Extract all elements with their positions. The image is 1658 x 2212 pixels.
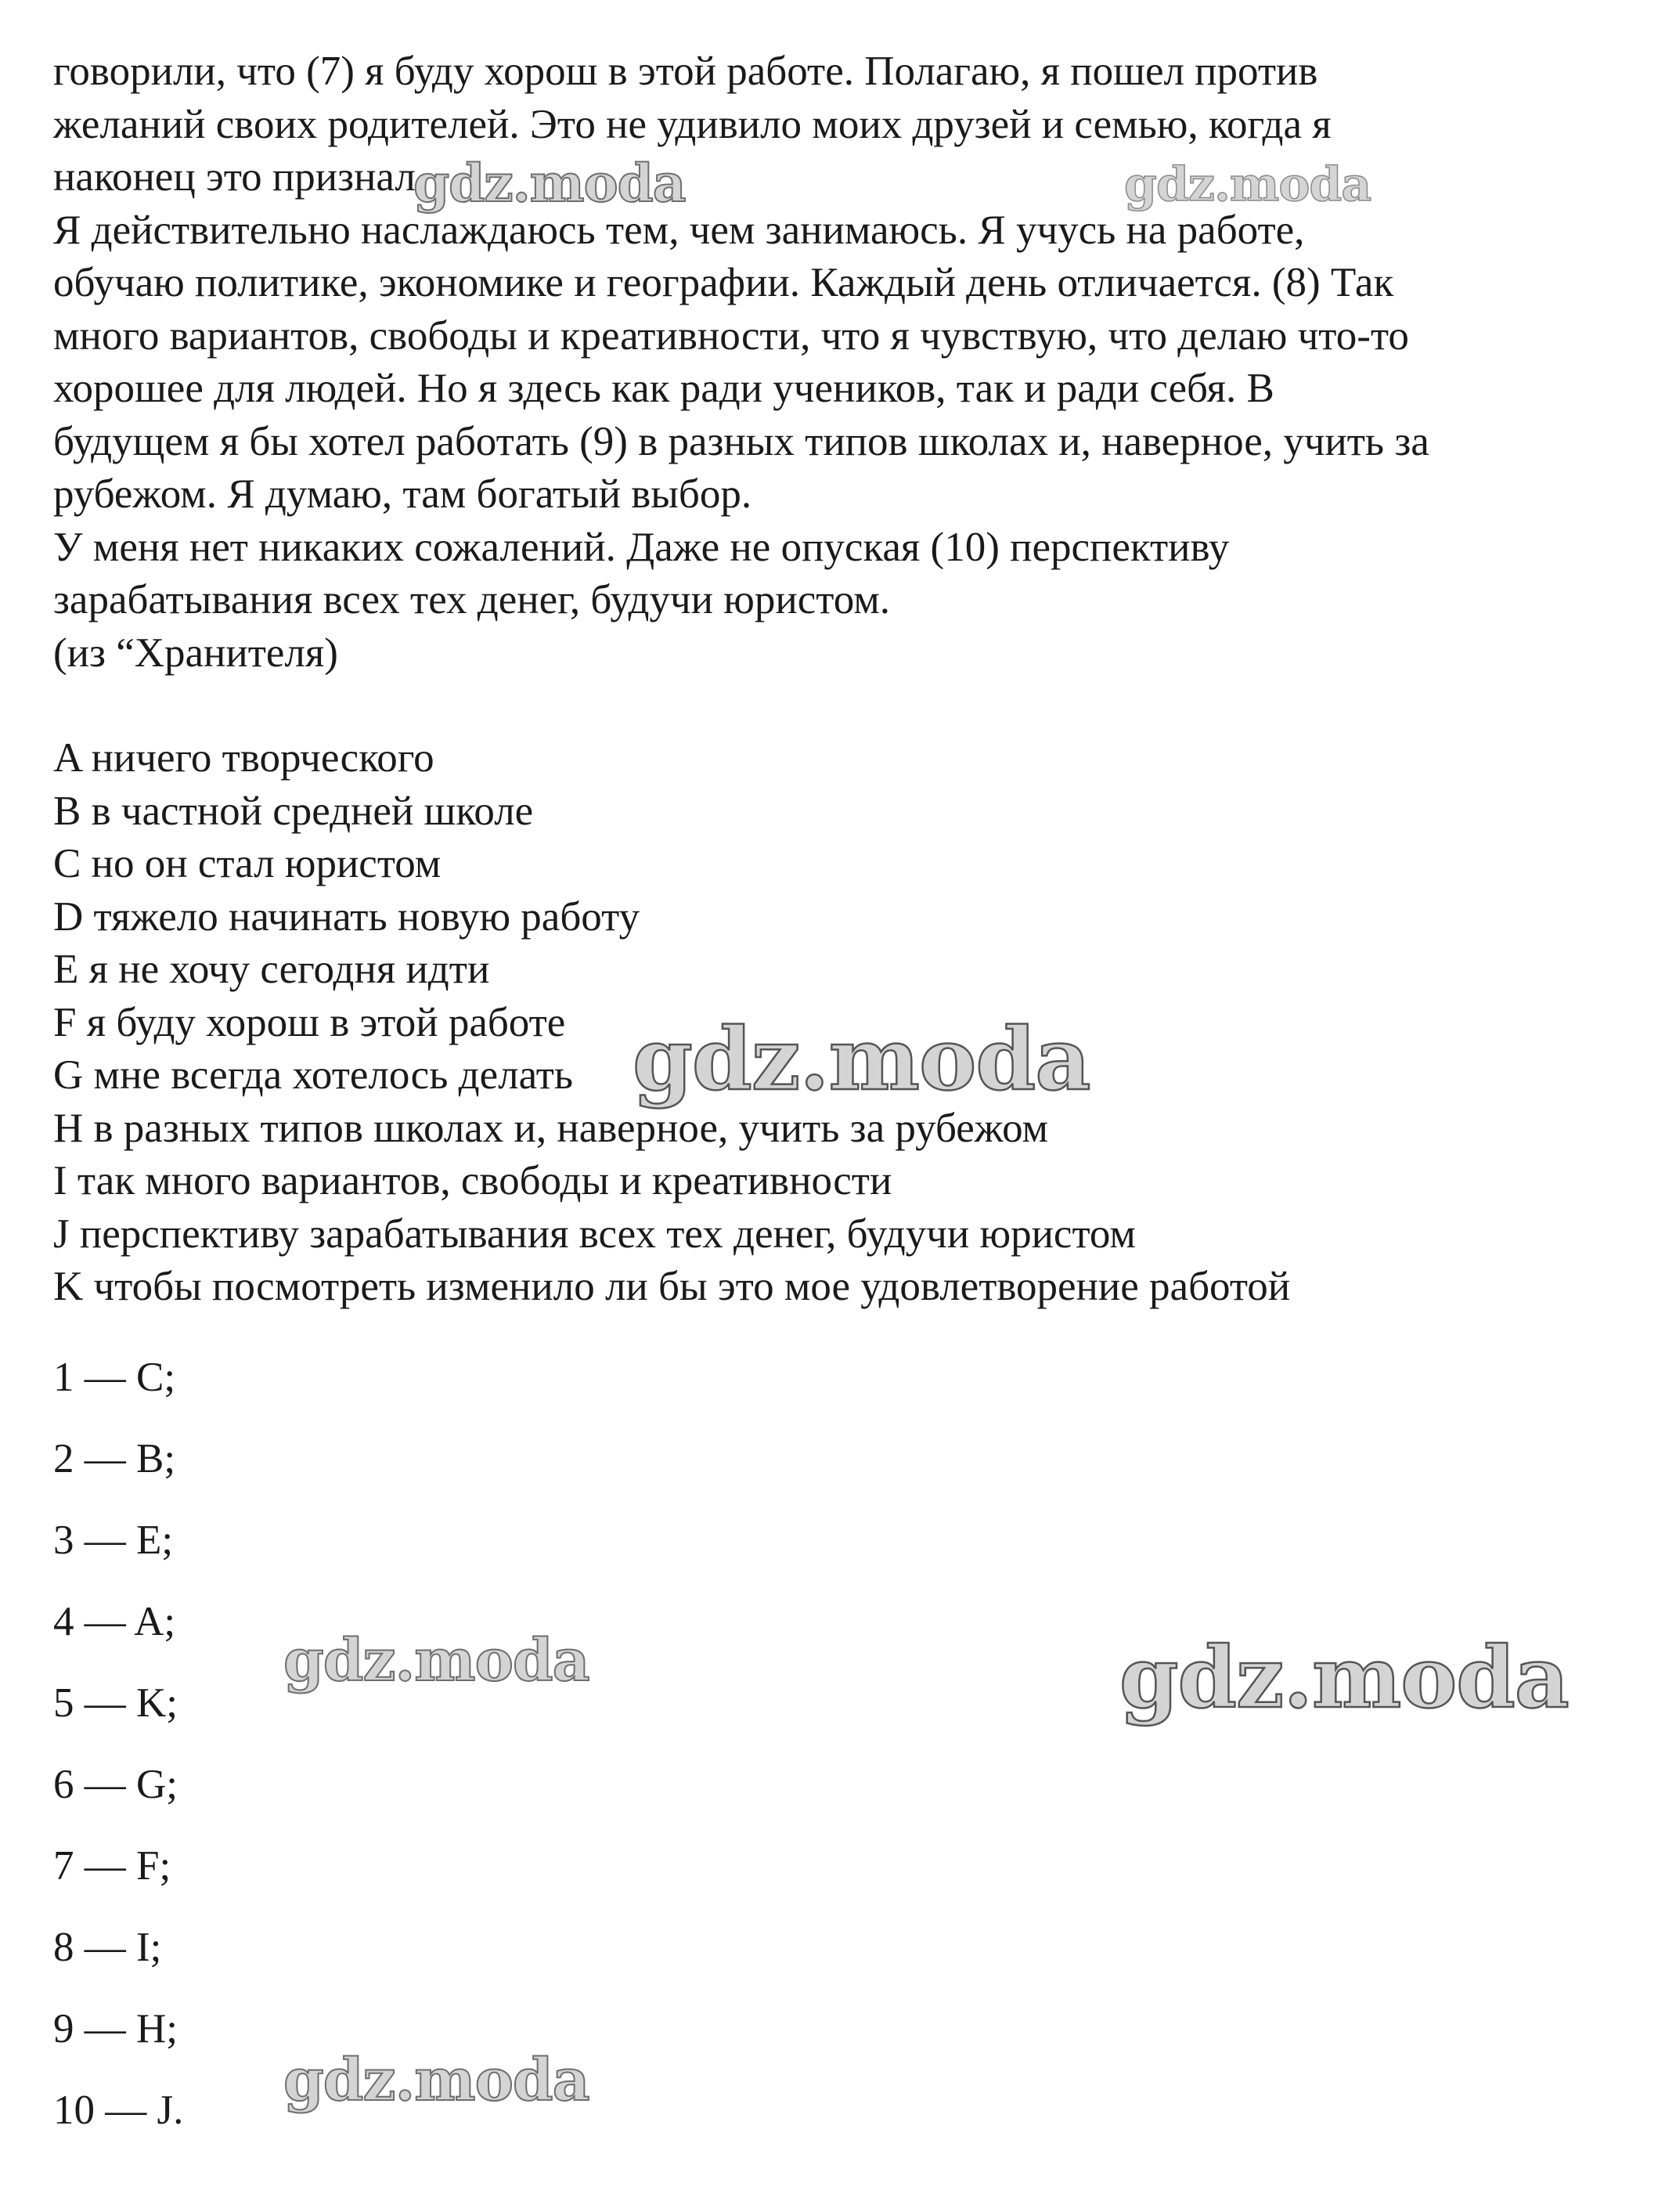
option-item: A ничего творческого [53,735,434,781]
passage-line: будущем я бы хотел работать (9) в разных типов школах и, наверное, учить за [53,418,1429,464]
document-page [53,45,1627,2166]
passage-line: много вариантов, свободы и креативности, что я чувствую, что делаю что-то [53,312,1409,359]
watermark-logo: gdz.moda [1119,1629,1569,1727]
passage-line: У меня нет никаких сожалений. Даже не опуская (10) перспективу [53,524,1230,570]
watermark-logo: gdz.moda [283,2047,589,2114]
answer-item: 6 — G; [53,1761,178,1807]
passage-text [53,45,1627,680]
options-list [53,732,1627,1314]
passage-line: Я действительно наслаждаюсь тем, чем занимаюсь. Я учусь на работе, [53,207,1305,253]
option-item: H в разных типов школах и, наверное, учить за рубежом [53,1105,1049,1151]
option-item: G мне всегда хотелось делать [53,1052,574,1098]
option-item: E я не хочу сегодня идти [53,947,490,992]
option-item: C но он стал юристом [53,841,442,886]
option-item: D тяжело начинать новую работу [53,893,640,940]
answer-item: 4 — A; [53,1598,176,1644]
option-item: F я буду хорош в этой работе [53,999,566,1045]
passage-line: зарабатывания всех тех денег, будучи юристом. [53,577,890,622]
watermark-logo: gdz.moda [633,1009,1090,1110]
watermark-logo: gdz.moda [1124,157,1371,212]
answer-item: 3 — E; [53,1517,174,1563]
watermark-logo: gdz.moda [283,1627,589,1694]
option-item: B в частной средней школе [53,788,534,834]
answers-list [53,1351,1627,2166]
watermark-logo: gdz.moda [413,153,686,214]
passage-line: рубежом. Я думаю, там богатый выбор. [53,471,752,517]
source-citation: (из “Хранителя) [53,630,338,676]
blank-gap [53,680,1627,732]
passage-line: обучаю политике, экономике и географии. Каждый день отличается. (8) Так [53,260,1394,305]
option-item: J перспективу зарабатывания всех тех денег, будучи юристом [53,1211,1136,1257]
answer-item: 7 — F; [53,1842,171,1889]
passage-line: наконец это признал. [53,154,427,200]
answer-item: 1 — C; [53,1354,176,1400]
option-item: K чтобы посмотреть изменило ли бы это мое удовлетворение работой [53,1264,1291,1309]
answer-item: 9 — H; [53,2005,178,2051]
passage-line: хорошее для людей. Но я здесь как ради учеников, так и ради себя. В [53,366,1274,411]
answer-item: 2 — B; [53,1435,176,1481]
passage-line: желаний своих родителей. Это не удивило моих друзей и семью, когда я [53,101,1332,147]
blank-gap [53,1314,1627,1351]
passage-line: говорили, что (7) я буду хорош в этой работе. Полагаю, я пошел против [53,49,1318,94]
answer-item: 10 — J. [53,2087,184,2133]
answer-item: 5 — K; [53,1680,178,1726]
option-item: I так много вариантов, свободы и креативности [53,1158,892,1203]
answer-item: 8 — I; [53,1924,162,1970]
